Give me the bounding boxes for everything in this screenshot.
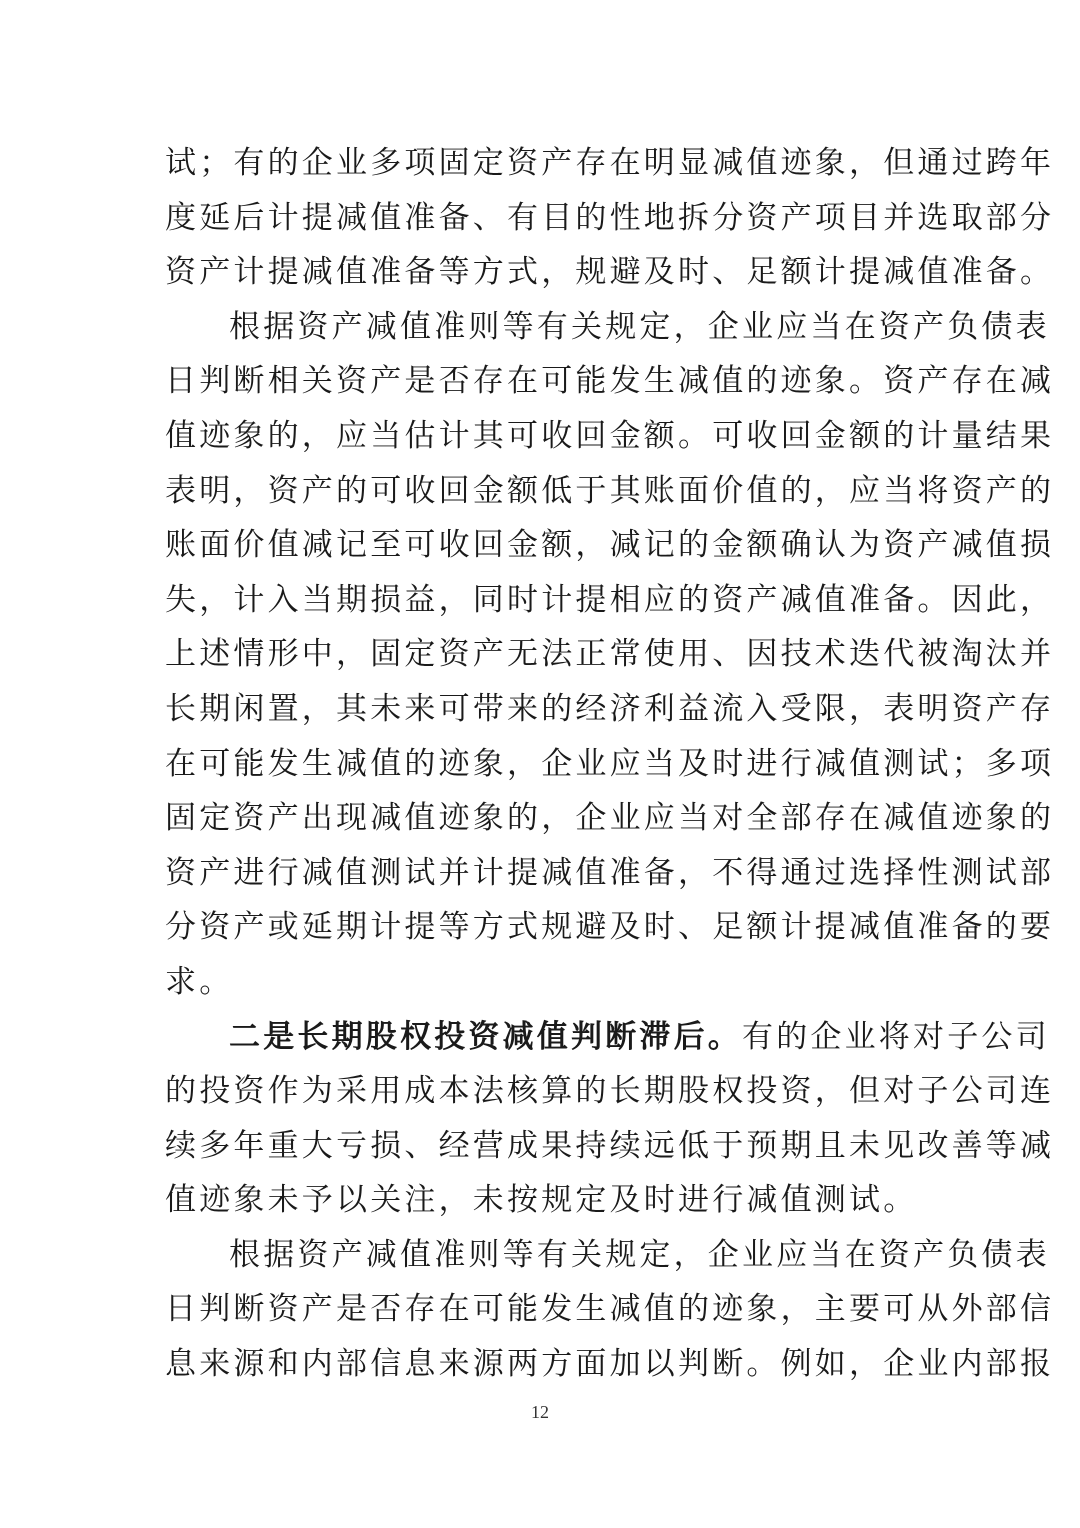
text-line: 长期闲置，其未来可带来的经济利益流入受限，表明资产存 (165, 690, 1055, 727)
text-line: 失，计入当期损益，同时计提相应的资产减值准备。因此， (165, 581, 1055, 618)
section-heading: 二是长期股权投资减值判断滞后。 (229, 1018, 742, 1055)
paragraph-first-line: 根据资产减值准则等有关规定，企业应当在资产负债表 (229, 308, 1050, 345)
text-line: 的投资作为采用成本法核算的长期股权投资，但对子公司连 (165, 1073, 1055, 1110)
text-line: 固定资产出现减值迹象的，企业应当对全部存在减值迹象的 (165, 800, 1055, 837)
paragraph-first-line: 根据资产减值准则等有关规定，企业应当在资产负债表 (229, 1236, 1050, 1273)
text-line: 资产计提减值准备等方式，规避及时、足额计提减值准备。 (165, 254, 1055, 291)
text-line: 分资产或延期计提等方式规避及时、足额计提减值准备的要 (165, 909, 1055, 946)
page-number: 12 (531, 1402, 549, 1422)
text-line: 试；有的企业多项固定资产存在明显减值迹象，但通过跨年 (165, 145, 1055, 181)
text-line: 求。 (165, 963, 234, 1000)
text-line: 资产进行减值测试并计提减值准备，不得通过选择性测试部 (165, 854, 1055, 891)
text-line: 上述情形中，固定资产无法正常使用、因技术迭代被淘汰并 (165, 636, 1055, 673)
text-line: 度延后计提减值准备、有目的性地拆分资产项目并选取部分 (165, 199, 1055, 236)
paragraph-first-line (165, 1010, 1050, 1065)
text-line: 续多年重大亏损、经营成果持续远低于预期且未见改善等减 (165, 1127, 1055, 1164)
text-line: 息来源和内部信息来源两方面加以判断。例如，企业内部报 (165, 1346, 1055, 1383)
text-line: 日判断相关资产是否存在可能发生减值的迹象。资产存在减 (165, 363, 1055, 400)
text-line: 日判断资产是否存在可能发生减值的迹象，主要可从外部信 (165, 1291, 1055, 1328)
body-text (165, 136, 1055, 1392)
text-line: 在可能发生减值的迹象，企业应当及时进行减值测试；多项 (165, 745, 1055, 782)
text-line: 值迹象未予以关注，未按规定及时进行减值测试。 (165, 1182, 918, 1219)
text-line: 表明，资产的可收回金额低于其账面价值的，应当将资产的 (165, 472, 1055, 509)
heading-continuation: 有的企业将对子公司 (742, 1018, 1050, 1055)
text-line: 值迹象的，应当估计其可收回金额。可收回金额的计量结果 (165, 417, 1055, 454)
text-line: 账面价值减记至可收回金额，减记的金额确认为资产减值损 (165, 527, 1055, 564)
